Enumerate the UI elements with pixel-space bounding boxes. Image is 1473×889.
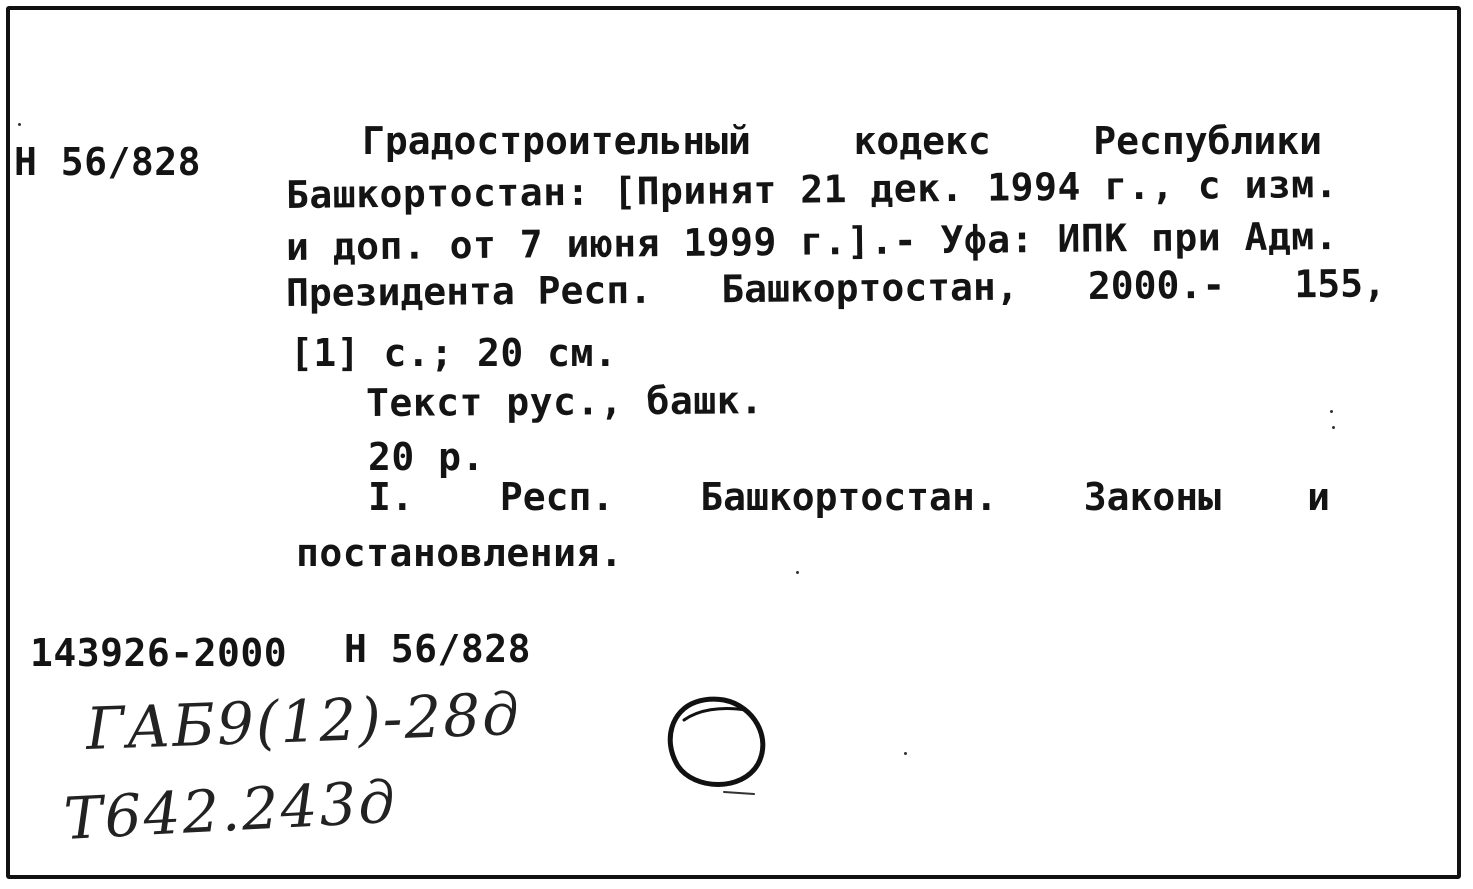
scan-speck (18, 123, 21, 126)
description-line-3: и доп. от 7 июня 1999 г.].- Уфа: ИПК при Адм. (285, 213, 1339, 269)
shelf-mark: H 56/828 (14, 140, 202, 184)
subject-line-1 (368, 475, 1330, 519)
subject-line-2: постановления. (296, 531, 624, 575)
accession-number: 143926-2000 (30, 631, 288, 675)
line4-word-4: 155, (1294, 261, 1387, 307)
price: 20 р. (368, 435, 485, 479)
description-line-4 (285, 261, 1387, 315)
description-line-2: Башкортостан: [Принят 21 дек. 1994 г., с изм. (285, 161, 1339, 217)
subject-word-4: Законы (1083, 475, 1222, 519)
title-word-3: Республики (1093, 119, 1322, 163)
scan-speck (1330, 410, 1333, 413)
subject-word-2: Респ. (499, 475, 615, 519)
title-line-1 (362, 119, 1322, 163)
subject-word-1: I. (368, 475, 414, 519)
language-note: Текст рус., башк. (365, 378, 764, 425)
subject-word-3: Башкортостан. (700, 475, 998, 519)
scan-speck (1332, 426, 1335, 429)
title-word-2: кодекс (853, 119, 991, 163)
subject-word-5: и (1307, 475, 1330, 519)
title-word-1: Градостроительный (362, 119, 751, 163)
hand-drawn-circle-mark (650, 680, 780, 810)
handwritten-classification-1: ГАБ9(12)-28д (84, 679, 522, 763)
line4-word-2: Башкортостан, (721, 264, 1019, 312)
handwritten-classification-2: Т642.243д (62, 767, 399, 853)
line4-word-1: Президента Респ. (285, 267, 653, 315)
line4-word-3: 2000.- (1087, 262, 1226, 309)
scan-speck (796, 571, 799, 574)
description-line-5: [1] с.; 20 см. (290, 331, 618, 375)
scan-speck (904, 752, 907, 755)
shelf-mark-bottom: H 56/828 (344, 627, 532, 671)
